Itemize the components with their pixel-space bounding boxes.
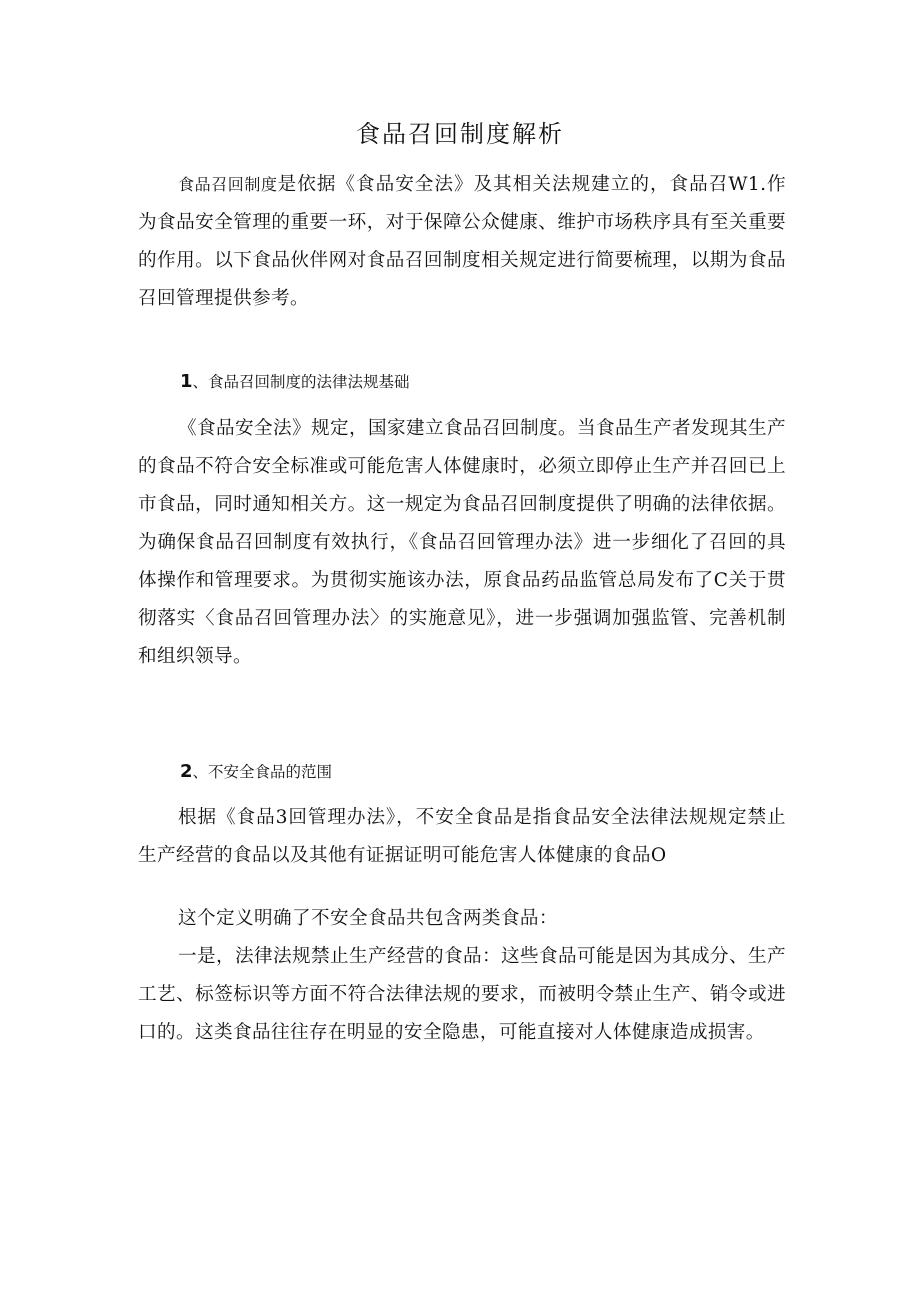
section-2-paragraph-categories: 这个定义明确了不安全食品共包含两类食品：	[178, 908, 558, 929]
section-1-heading	[180, 370, 410, 394]
section-2-paragraph-first-category: 一是，法律法规禁止生产经营的食品：这些食品可能是因为其成分、生产工艺、标签标识等方面不符合法律法规的要求，而被明令禁止生产、销令或进口的。这类食品往往存在明显的安全隐患，可能直接对人体健康造成损害。	[138, 946, 786, 1043]
intro-text: 是依据《食品安全法》及其相关法规建立的，食品召W1.作为食品安全管理的重要一环，对于保障公众健康、维护市场秩序具有至关重要的作用。以下食品伙伴网对食品召回制度相关规定进行简要梳理，以期为食品召回管理提供参考。	[138, 174, 786, 309]
document-title: 食品召回制度解析	[356, 120, 564, 148]
section-2-title: 、不安全食品的范围	[192, 763, 333, 781]
intro-paragraph	[138, 166, 786, 318]
section-1-paragraph: 《食品安全法》规定，国家建立食品召回制度。当食品生产者发现其生产的食品不符合安全标准或可能危害人体健康时，必须立即停止生产并召回已上市食品，同时通知相关方。这一规定为食品召回制度提供了明确的法律依据。为确保食品召回制度有效执行，《食品召回管理办法》进一步细化了召回的具体操作和管理要求。为贯彻实施该办法，原食品药品监管总局发布了C关于贯彻落实〈食品召回管理办法〉的实施意见》，进一步强调加强监管、完善机制和组织领导。	[138, 418, 786, 667]
section-1-number: 1	[180, 371, 193, 392]
section-2-number: 2	[180, 761, 193, 782]
section-1-title: 、食品召回制度的法律法规基础	[192, 373, 410, 391]
section-2-paragraph-definition: 根据《食品3回管理办法》，不安全食品是指食品安全法律法规规定禁止生产经营的食品以及其他有证据证明可能危害人体健康的食品O	[138, 807, 786, 866]
section-2-heading	[180, 760, 332, 784]
intro-lead-term: 食品召回制度	[178, 175, 278, 194]
